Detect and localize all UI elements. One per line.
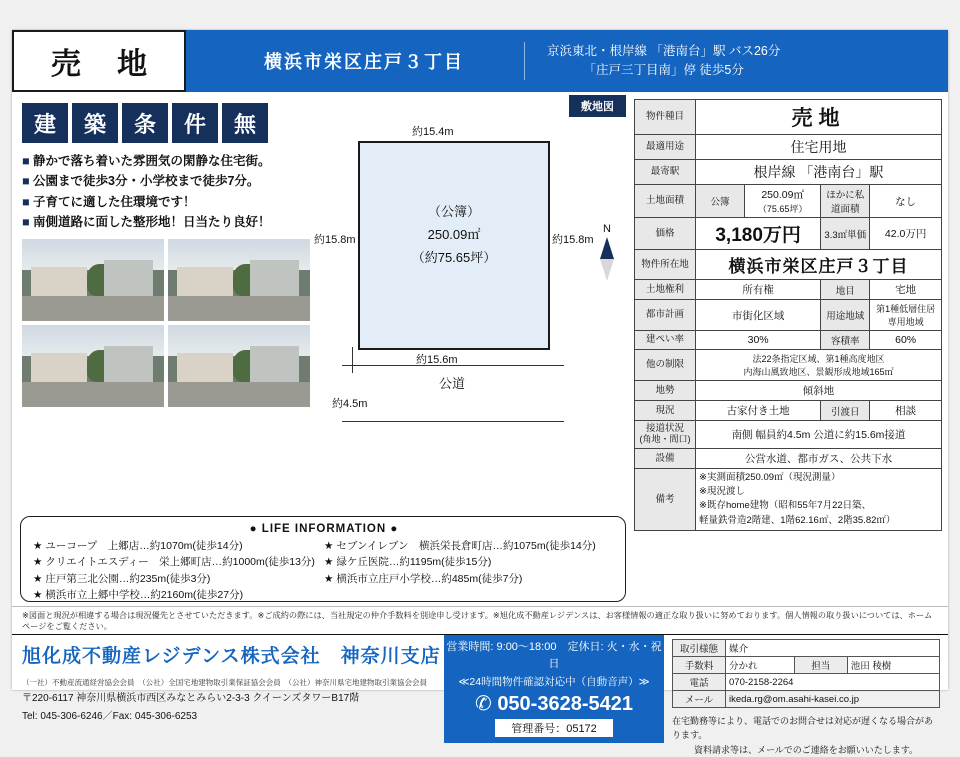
life-item: ★ 庄戸第三北公園…約235m(徒歩3分) — [33, 572, 211, 585]
page-title: 売 地 — [12, 30, 186, 92]
road-contact-value: 南側 幅員約4.5m 公道に約15.6m接道 — [696, 421, 942, 449]
footer-company-block — [12, 635, 444, 743]
left-column — [12, 93, 312, 506]
access-line-1: 京浜東北・根岸線 「港南台」駅 バス26分 — [547, 44, 781, 59]
spec-label: 土地面積 — [635, 185, 696, 218]
property-photo — [22, 325, 164, 407]
agent-note-line: 在宅勤務等により、電話でのお問合せは対応が遅くなる場合があります。 — [672, 716, 934, 741]
spec-label: 価格 — [635, 218, 696, 250]
other-limit-value — [696, 350, 942, 381]
life-item: ★ ユーコープ 上郷店…約1070m(徒歩14分) — [33, 540, 243, 552]
handover-value: 相談 — [870, 401, 942, 421]
contact-phone[interactable] — [444, 691, 664, 716]
condition-badge: 条 — [122, 103, 168, 143]
agent-value: 池田 稜樹 — [847, 657, 939, 674]
spec-label: 都市計画 — [635, 300, 696, 331]
compass-north-label: N — [603, 223, 611, 235]
lot-area-m2: 250.09㎡ — [427, 226, 481, 242]
table-row — [635, 448, 942, 468]
company-name: 旭化成不動産レジデンス株式会社 神奈川支店 — [22, 646, 441, 667]
selling-points — [22, 151, 306, 232]
lot-area-text — [360, 201, 548, 269]
agent-value: 分かれ — [726, 657, 795, 674]
photo-grid — [22, 239, 306, 407]
utilities-value: 公営水道、都市ガス、公共下水 — [696, 448, 942, 468]
condition-badge: 無 — [222, 103, 268, 143]
other-limit-line: 内海山風致地区、景観形成地域165㎡ — [743, 367, 894, 377]
terrain-value: 傾斜地 — [696, 381, 942, 401]
life-item: ★ 緑ケ丘医院…約1195m(徒歩15分) — [324, 556, 492, 569]
spec-value-use: 住宅用地 — [696, 135, 942, 160]
floor-ratio-value: 60% — [870, 331, 942, 350]
spec-label: 地勢 — [635, 381, 696, 401]
private-road-value: なし — [870, 185, 942, 218]
table-row — [635, 300, 942, 331]
life-item: ★ 横浜市立庄戸小学校…約485m(徒歩7分) — [324, 572, 523, 585]
spec-label: 土地権利 — [635, 280, 696, 300]
selling-point: ■ 公園まで徒歩3分・小学校まで徒歩7分。 — [22, 171, 306, 191]
agent-label: メール — [673, 691, 726, 708]
table-row — [635, 218, 942, 250]
spec-label: 物件所在地 — [635, 250, 696, 280]
site-plan-label: 敷地図 — [569, 95, 626, 117]
table-row — [673, 657, 940, 674]
land-area-basis-label: 公簿 — [696, 185, 745, 218]
agent-email[interactable]: ikeda.rg@om.asahi-kasei.co.jp — [726, 691, 940, 708]
site-plan — [312, 115, 634, 445]
agent-note-line: 資料請求等は、メールでのご連絡をお願いいたします。 — [693, 744, 919, 755]
life-item: ★ 横浜市立上郷中学校…約2160m(徒歩27分) — [33, 588, 244, 601]
road-contact-label: 接道状況 — [645, 423, 684, 434]
business-hours: 営業時間: 9:00〜18:00 定休日: 火・水・祝日 — [446, 641, 662, 670]
phone-icon: ✆ — [474, 693, 492, 715]
agent-label: 取引様態 — [673, 640, 726, 657]
selling-point: ■ 静かで落ち着いた雰囲気の閑静な住宅街。 — [22, 151, 306, 171]
spec-label: 物件種目 — [635, 100, 696, 135]
remark-line: ※現況渡し — [699, 486, 745, 498]
disclaimer: ※図面と現況が相違する場合は現況優先とさせていただきます。※ご成約の際には、当社規定の仲介手数料を別途申し受けます。※旭化成不動産レジデンスは、お客様情報の適正な取り扱いに努めております。個人情報の取り扱いについては、ホームページをご覧ください。 — [12, 606, 948, 634]
contact-phone-number: 050-3628-5421 — [497, 693, 633, 715]
land-area-m2: 250.09㎡ — [761, 189, 804, 201]
condition-badge: 築 — [72, 103, 118, 143]
city-plan-value: 市街化区域 — [696, 300, 821, 331]
spec-value-type: 売地 — [696, 100, 942, 135]
company-license: （一社）不動産流通経営協会会員 （公社）全国宅地建物取引業保証協会会員 （公社）神奈川県宅地建物取引業協会会員 — [22, 678, 427, 687]
location-value: 横浜市栄区庄戸３丁目 — [696, 250, 942, 280]
property-photo — [168, 239, 310, 321]
private-road-label: ほかに私道面積 — [821, 185, 870, 218]
table-row — [673, 691, 940, 708]
spec-column — [634, 93, 948, 526]
manage-number: 管理番号：05172 — [495, 719, 613, 737]
road-edge-line — [342, 365, 564, 366]
table-row — [635, 421, 942, 449]
road-contact-sub: (角地・間口) — [639, 434, 691, 445]
agent-label: 電話 — [673, 674, 726, 691]
table-row — [635, 185, 942, 218]
table-row — [635, 160, 942, 185]
life-information-list — [33, 538, 615, 603]
table-row — [635, 401, 942, 421]
table-row — [635, 280, 942, 300]
spec-label — [635, 421, 696, 449]
property-photo — [168, 325, 310, 407]
compass — [590, 223, 624, 281]
property-photo — [22, 239, 164, 321]
table-row — [635, 381, 942, 401]
site-plan-column — [312, 93, 634, 506]
agent-label: 担当 — [794, 657, 847, 674]
lot-area-tsubo: （約75.65坪） — [411, 249, 497, 265]
table-row — [635, 331, 942, 350]
road-far-line — [342, 421, 564, 422]
building-coverage-value: 30% — [696, 331, 821, 350]
body — [12, 93, 948, 526]
footer — [12, 634, 948, 755]
agent-table — [672, 639, 940, 708]
land-category-value: 宅地 — [870, 280, 942, 300]
life-information-title: ● LIFE INFORMATION ● — [249, 523, 399, 535]
dimension-bottom: 約15.6m — [416, 354, 458, 366]
unit-price-label: 3.3㎡単価 — [821, 218, 870, 250]
spec-table — [634, 99, 942, 531]
remark-line: ※既存home建物（昭和55年7月22日築、 — [699, 500, 872, 512]
land-area-tsubo: （75.65坪） — [757, 204, 808, 214]
company-tel-fax: Tel: 045-306-6246／Fax: 045-306-6253 — [22, 710, 198, 722]
handover-label: 引渡日 — [821, 401, 870, 421]
land-area-value — [745, 185, 821, 218]
spec-label: 最寄駅 — [635, 160, 696, 185]
compass-needle-icon — [600, 237, 614, 259]
life-information-box — [20, 516, 626, 602]
table-row — [635, 100, 942, 135]
dimension-top: 約15.4m — [412, 126, 454, 138]
spec-label: 設備 — [635, 448, 696, 468]
current-state-value: 古家付き土地 — [696, 401, 821, 421]
spec-value-station: 根岸線 「港南台」駅 — [696, 160, 942, 185]
table-row — [673, 674, 940, 691]
footer-contact-block — [444, 635, 664, 743]
remark-line: ※実測面積250.09㎡（現況測量） — [699, 471, 841, 483]
table-row — [635, 250, 942, 280]
remark-line: 軽量鉄骨造2階建、1階62.16㎡、2階35.82㎡） — [699, 514, 896, 526]
table-row — [635, 135, 942, 160]
selling-point: ■ 子育てに適した住環境です！ — [22, 192, 306, 212]
condition-badges — [22, 103, 306, 143]
hours-note: ≪24時間物件確認対応中（自動音声）≫ — [458, 676, 650, 688]
agent-value: 070-2158-2264 — [726, 674, 940, 691]
life-item: ★ クリエイトエスディー 栄上郷町店…約1000m(徒歩13分) — [33, 556, 315, 569]
header-access — [547, 42, 808, 80]
header-address: 横浜市栄区庄戸３丁目 — [264, 52, 464, 72]
agent-note — [672, 714, 940, 757]
dimension-road-width: 約4.5m — [332, 398, 368, 410]
spec-label: 現況 — [635, 401, 696, 421]
unit-price-value: 42.0万円 — [870, 218, 942, 250]
spec-label: 他の制限 — [635, 350, 696, 381]
dimension-right: 約15.8m — [552, 234, 594, 246]
road-label: 公道 — [438, 376, 465, 391]
land-category-label: 地目 — [821, 280, 870, 300]
agent-label: 手数料 — [673, 657, 726, 674]
spec-label: 備考 — [635, 468, 696, 530]
header-banner — [186, 30, 948, 92]
footer-agent-block — [664, 635, 948, 755]
other-limit-line: 法22条指定区域、第1種高度地区 — [752, 354, 885, 364]
rights-value: 所有権 — [696, 280, 821, 300]
agent-value: 媒介 — [726, 640, 940, 657]
price-value: 3,180万円 — [696, 218, 821, 250]
flyer-sheet — [12, 30, 948, 755]
access-line-2: 「庄戸三丁目南」停 徒歩5分 — [583, 63, 744, 77]
table-row — [673, 640, 940, 657]
spec-label: 建ぺい率 — [635, 331, 696, 350]
selling-point: ■ 南側道路に面した整形地！日当たり良好！ — [22, 212, 306, 232]
condition-badge: 建 — [22, 103, 68, 143]
lot-shape — [358, 141, 550, 350]
floor-ratio-label: 容積率 — [821, 331, 870, 350]
spec-label: 最適用途 — [635, 135, 696, 160]
lot-area-basis: （公簿） — [427, 204, 480, 219]
dimension-left: 約15.8m — [314, 234, 356, 246]
life-item: ★ セブンイレブン 横浜栄長倉町店…約1075m(徒歩14分) — [324, 540, 596, 552]
compass-needle-tail-icon — [600, 259, 614, 281]
header-divider — [524, 42, 525, 80]
zoning-value: 第1種低層住居専用地域 — [870, 300, 942, 331]
road-width-arrow — [352, 347, 353, 373]
zoning-label: 用途地域 — [821, 300, 870, 331]
condition-badge: 件 — [172, 103, 218, 143]
header — [12, 30, 948, 93]
company-address: 〒220-6117 神奈川県横浜市西区みなとみらい2-3-3 クイーンズタワーB17階 — [22, 692, 360, 704]
table-row — [635, 350, 942, 381]
